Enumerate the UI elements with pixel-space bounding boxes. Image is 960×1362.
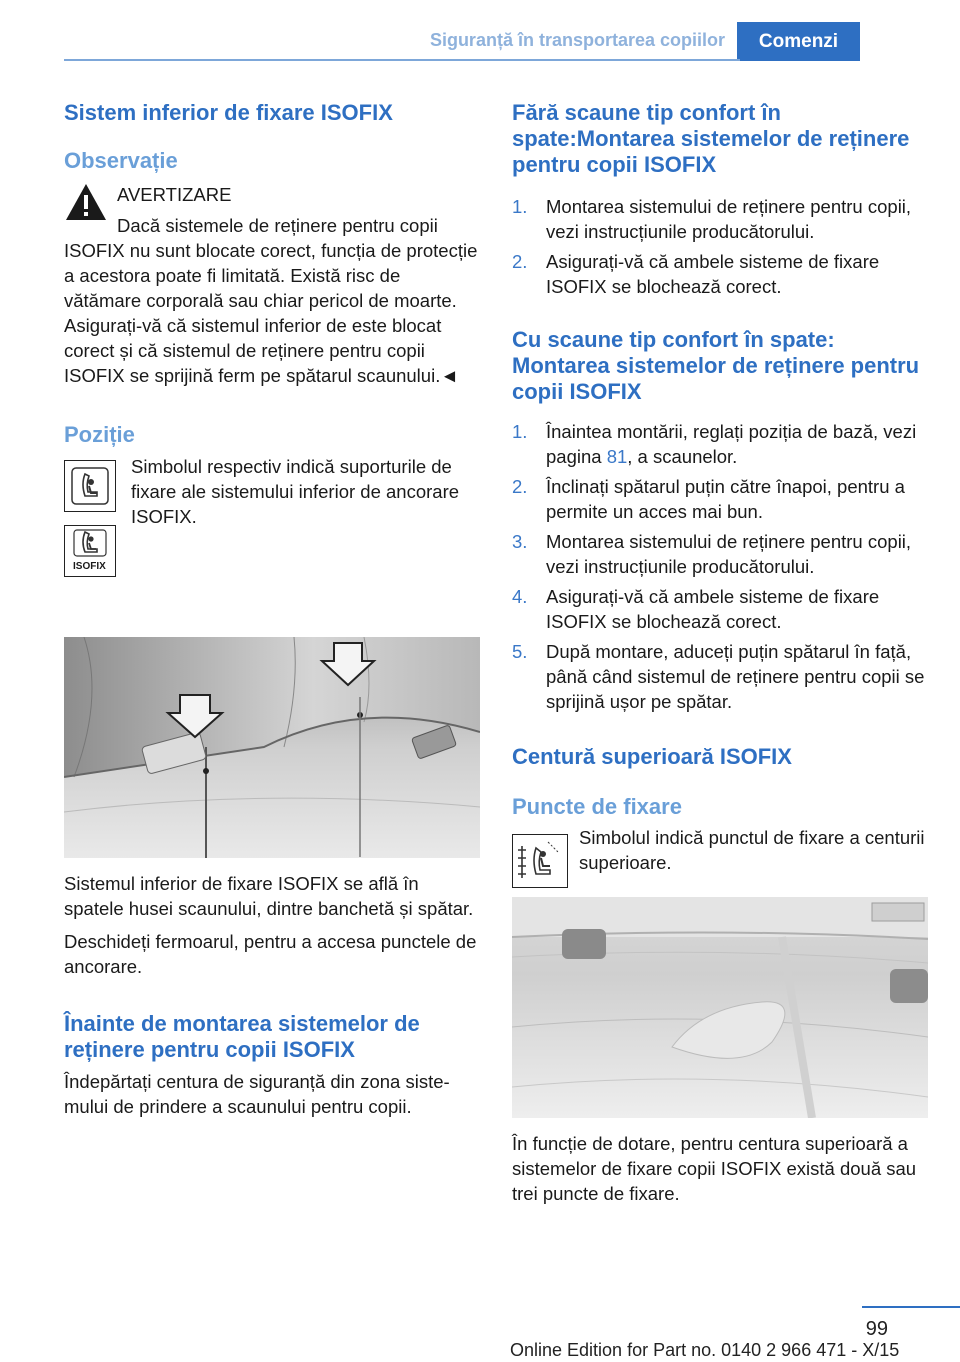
before-mounting-text: Îndepărtați centura de siguranță din zona sistemului de prindere a scaunului pentru copii.	[64, 1071, 450, 1117]
list-number: 1.	[512, 196, 528, 217]
list-number: 4.	[512, 586, 528, 607]
warning-triangle-icon	[64, 182, 108, 222]
right-bottom-text-block	[512, 1131, 928, 1206]
list-number: 2.	[512, 476, 528, 497]
photo-isofix-anchors	[64, 637, 480, 858]
heading-before-mounting: Înainte de montarea sistemelor de reținere pentru copii ISOFIX	[64, 1011, 420, 1062]
list-item-text: Asigurați-vă că ambele sisteme de fixare ISOFIX se blochează corect.	[546, 586, 880, 632]
page-number: 99	[865, 1318, 888, 1340]
list-number: 1.	[512, 421, 528, 442]
list-item	[512, 474, 928, 524]
zipper-text: Deschideți fermoarul, pentru a accesa punctele de ancorare.	[64, 931, 477, 977]
section-title-isofix: Sistem inferior de fixare ISOFIX	[64, 100, 393, 125]
list-item-text: Montarea sistemului de reținere pentru copii, vezi instrucțiunile producătorului.	[546, 196, 912, 242]
steps-list-no-comfort	[512, 194, 928, 299]
list-item	[512, 639, 928, 714]
right-column	[512, 100, 928, 890]
heading-comfort-seats: Cu scaune tip confort în spate: Montarea sistemelor de reținere pentru copii ISOFIX	[512, 327, 920, 404]
warning-first-line: Dacă sistemele de reținere pentru copii	[117, 215, 438, 236]
warning-label: AVERTIZARE	[117, 184, 232, 205]
list-item-text: Înclinați spătarul puțin către înapoi, pentru a permite un acces mai bun.	[546, 476, 905, 522]
list-item	[512, 249, 928, 299]
isofix-location-text: Sistemul inferior de fixare ISOFIX se află în spatele husei scaunului, dintre banchetă și spătar.	[64, 873, 474, 919]
footer-edition: Online Edition for Part no. 0140 2 966 471 - X/15	[510, 1340, 900, 1360]
page-reference-link[interactable]: 81	[606, 446, 628, 467]
list-item-text: După montare, aduceți puțin spătarul în față, până când sistemul de reținere pentru copii se sprijină ușor pe spătar.	[546, 641, 925, 712]
photo-top-tether-points	[512, 897, 928, 1118]
heading-pozitie: Poziție	[64, 422, 135, 447]
list-item	[512, 419, 928, 469]
anchor-points-block	[512, 827, 928, 890]
left-lower-text	[64, 871, 480, 1119]
isofix-seat-icon	[64, 460, 116, 512]
heading-no-comfort-seats: Fără scaune tip confort în spate:Montarea sistemelor de reținere pentru copii ISOFIX	[512, 100, 910, 177]
list-item	[512, 584, 928, 634]
anchor-points-text: Simbolul indică punctul de fixare a centurii superioare.	[579, 827, 925, 873]
heading-top-belt: Centură superioară ISOFIX	[512, 744, 792, 769]
list-item-text: Înaintea montării, reglați poziția de bază, vezi pagina	[546, 421, 917, 467]
isofix-icon-caption: ISOFIX	[73, 561, 106, 572]
anchor-count-text: În funcție de dotare, pentru centura superioară a sistemelor de fixare copii ISOFIX există două sau trei puncte de fixare.	[512, 1133, 917, 1204]
heading-observatie: Observație	[64, 148, 178, 173]
running-header-section: Siguranță în transportarea copiilor	[429, 30, 725, 50]
list-item	[512, 194, 928, 244]
header-rule	[64, 59, 740, 61]
list-item-text: Montarea sistemului de reținere pentru copii, vezi instrucțiunile producătorului.	[546, 531, 912, 577]
left-column	[64, 100, 480, 590]
position-block	[64, 456, 480, 590]
list-item-text-end: , a scaunelor.	[627, 446, 738, 467]
list-item-text: Asigurați-vă că ambele sisteme de fixare ISOFIX se blochează corect.	[546, 251, 880, 297]
position-text: Simbolul respectiv indică suporturile de fixare ale sistemului inferior de ancorare ISOFIX.	[131, 456, 460, 527]
warning-text: ISOFIX nu sunt blocate corect, funcția de protecție a acestora poate fi limitată. Există risc de vătămare corporală sau chiar pericol de moarte. Asigurați-vă că sistemul inferior de este blocat corect și că sistemul de reținere pentru copii ISOFIX se sprijină ferm pe spătarul scaunului.◄	[64, 240, 478, 386]
warning-block	[64, 182, 480, 388]
list-item	[512, 529, 928, 579]
list-number: 2.	[512, 251, 528, 272]
heading-anchor-points: Puncte de fixare	[512, 794, 682, 819]
footer-rule	[862, 1306, 960, 1308]
list-number: 3.	[512, 531, 528, 552]
steps-list-comfort	[512, 419, 928, 714]
top-tether-icon	[512, 834, 568, 888]
running-header-tab: Comenzi	[737, 22, 860, 61]
list-number: 5.	[512, 641, 528, 662]
